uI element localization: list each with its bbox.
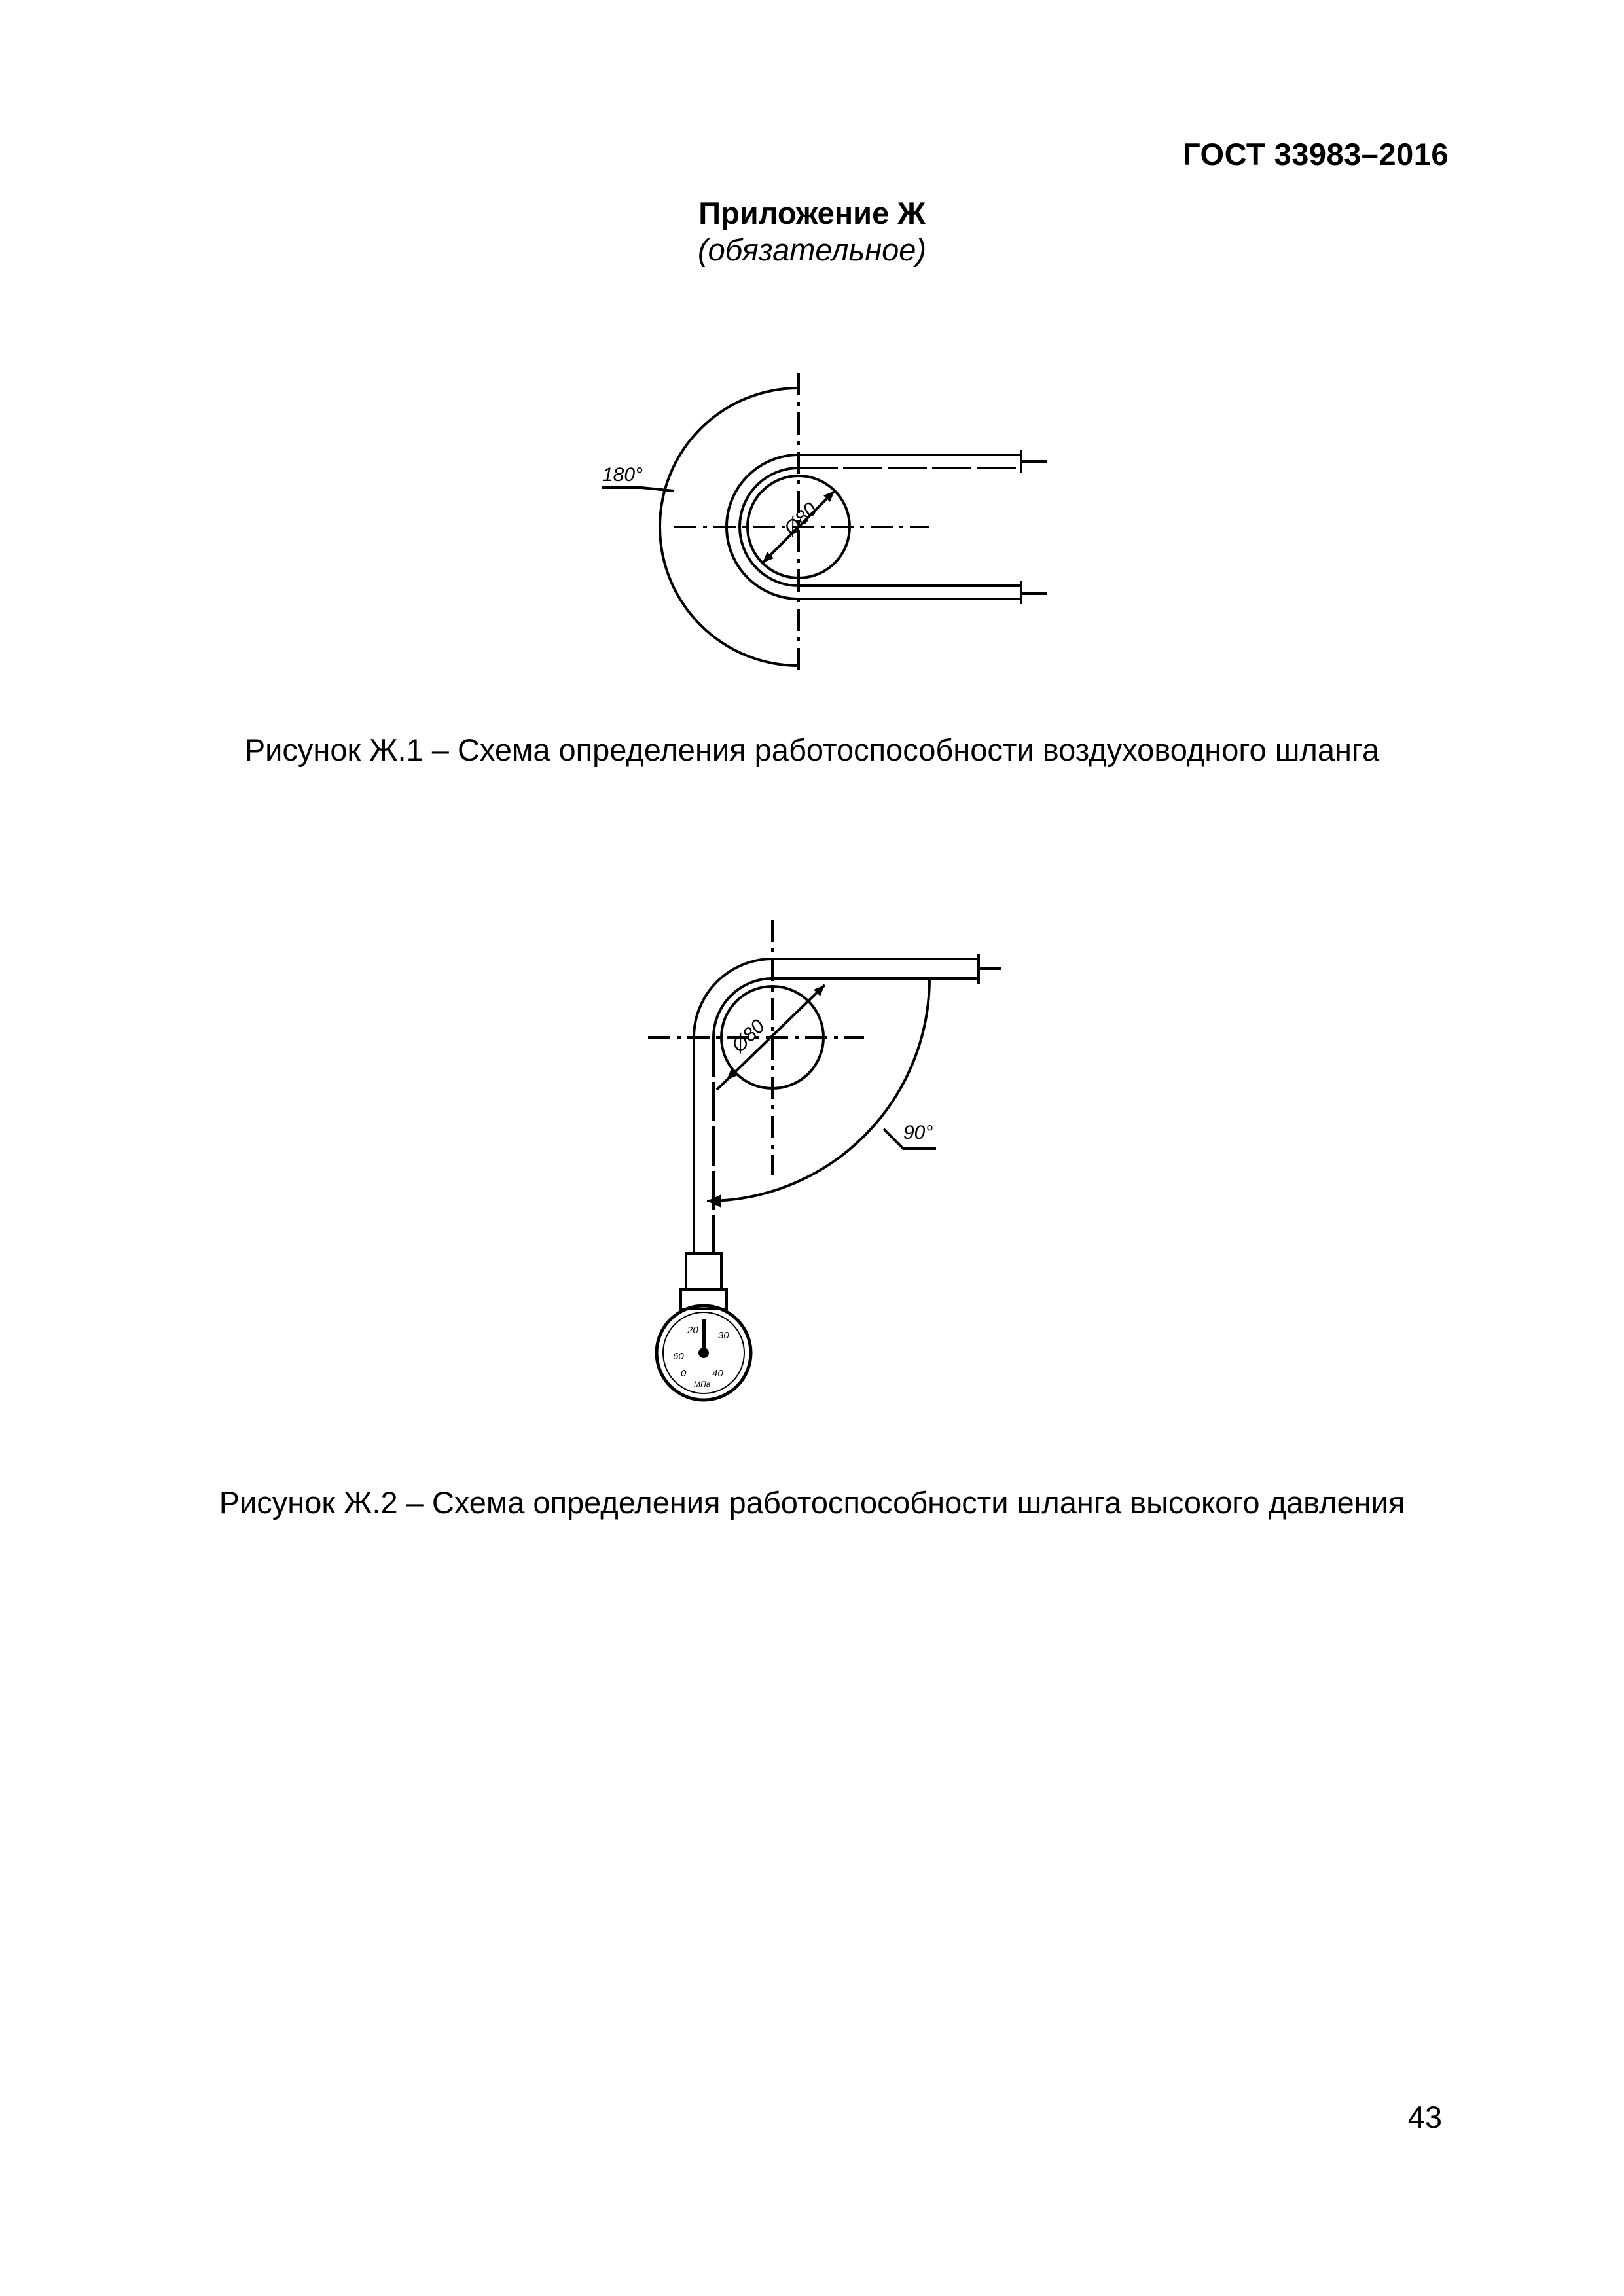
gauge-mark: 30 [718, 1330, 729, 1341]
figure-2-caption: Рисунок Ж.2 – Схема определения работоспособности шланга высокого давления [219, 1485, 1405, 1520]
page-number: 43 [1407, 2100, 1442, 2134]
gauge-mark: 0 [681, 1368, 687, 1379]
figure-1-caption: Рисунок Ж.1 – Схема определения работоспособности воздуховодного шланга [244, 732, 1380, 767]
diameter-label: Ø80 [780, 498, 822, 540]
pressure-gauge-hub [700, 1349, 708, 1357]
gauge-unit: МПа [694, 1380, 711, 1389]
gauge-mark: 40 [712, 1368, 723, 1379]
appendix-title: Приложение Ж [698, 196, 926, 230]
air-hose-diagram [576, 363, 1047, 691]
angle-90-arc [707, 978, 929, 1201]
gauge-mark: 60 [673, 1351, 684, 1362]
appendix-status: (обязательное) [697, 232, 926, 267]
angle-180-label: 180° [602, 464, 643, 486]
angle-90-label: 90° [903, 1122, 933, 1143]
angle-180-leader [602, 488, 674, 491]
figure-air-hose-bend [576, 363, 1047, 691]
standard-code: ГОСТ 33983–2016 [1182, 137, 1449, 171]
high-pressure-hose-diagram [628, 913, 1021, 1424]
diameter-label: Ø80 [727, 1015, 770, 1057]
gauge-mark: 20 [687, 1325, 698, 1336]
hose-coupling [686, 1253, 721, 1289]
figure-high-pressure-hose-bend [628, 913, 1021, 1424]
